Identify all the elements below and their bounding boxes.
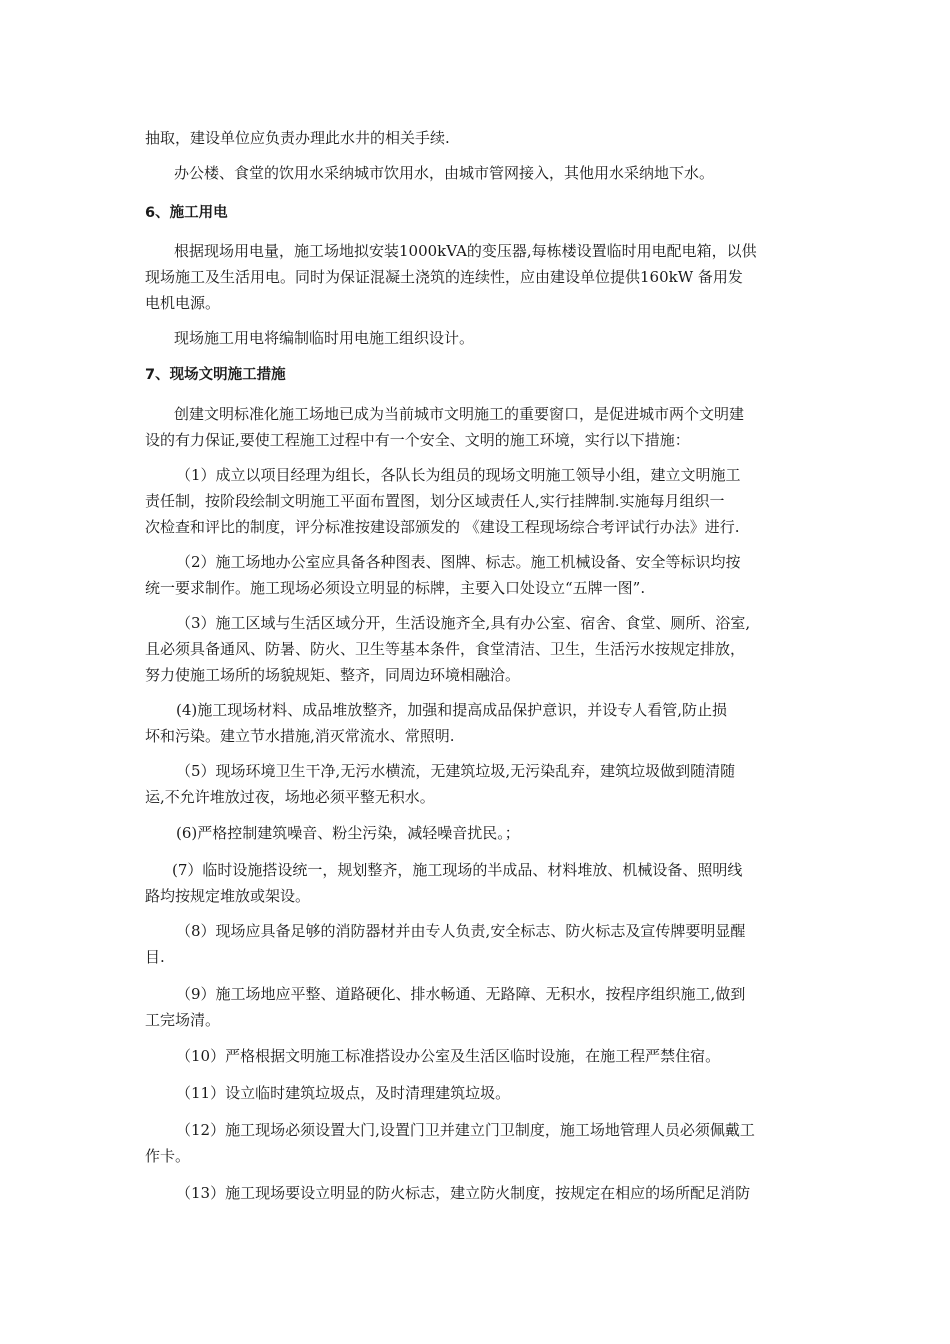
list-item-line: （1）成立以项目经理为组长，各队长为组员的现场文明施工领导小组，建立文明施工 bbox=[176, 466, 741, 484]
list-item-line: 且必须具备通风、防暑、防火、卫生等基本条件，食堂清洁、卫生，生活污水按规定排放， bbox=[145, 640, 746, 658]
list-item-line: 作卡。 bbox=[145, 1147, 191, 1165]
list-item-line: 坏和污染。建立节水措施,消灭常流水、常照明. bbox=[145, 727, 455, 745]
list-item-line: （9）施工场地应平整、道路硬化、排水畅通、无路障、无积水，按程序组织施工,做到 bbox=[176, 985, 746, 1003]
paragraph-line: 现场施工用电将编制临时用电施工组织设计。 bbox=[174, 329, 475, 347]
paragraph-line: 电机电源。 bbox=[145, 294, 221, 312]
list-item-line: （2）施工场地办公室应具备各种图表、图牌、标志。施工机械设备、安全等标识均按 bbox=[176, 553, 741, 571]
list-item-line: （11）设立临时建筑垃圾点，及时清理建筑垃圾。 bbox=[176, 1084, 511, 1102]
list-item-line: 路均按规定堆放或架设。 bbox=[145, 887, 311, 905]
list-item-line: 目. bbox=[145, 948, 165, 966]
section-heading-6: 6、施工用电 bbox=[145, 205, 228, 221]
list-item-line: （10）严格根据文明施工标准搭设办公室及生活区临时设施，在施工程严禁住宿。 bbox=[176, 1047, 721, 1065]
list-item-line: （5）现场环境卫生干净,无污水横流，无建筑垃圾,无污染乱弃，建筑垃圾做到随清随 bbox=[176, 762, 736, 780]
list-item-line: 责任制，按阶段绘制文明施工平面布置图，划分区域责任人,实行挂牌制.实施每月组织一 bbox=[145, 492, 725, 510]
list-item-line: (6)严格控制建筑噪音、粉尘污染，减轻噪音扰民。； bbox=[176, 824, 520, 842]
list-item-line: （13）施工现场要设立明显的防火标志，建立防火制度，按规定在相应的场所配足消防 bbox=[176, 1184, 751, 1202]
paragraph-line: 根据现场用电量，施工场地拟安装1000kVA的变压器,每栋楼设置临时用电配电箱，以供 bbox=[174, 242, 757, 260]
list-item-line: （12）施工现场必须设置大门,设置门卫并建立门卫制度，施工场地管理人员必须佩戴工 bbox=[176, 1121, 755, 1139]
list-item-line: (7）临时设施搭设统一，规划整齐，施工现场的半成品、材料堆放、机械设备、照明线 bbox=[172, 861, 743, 879]
list-item-line: 次检查和评比的制度，评分标准按建设部颁发的 《建设工程现场综合考评试行办法》进行. bbox=[145, 518, 740, 536]
section-heading-7: 7、现场文明施工措施 bbox=[145, 367, 286, 383]
paragraph-line: 抽取，建设单位应负责办理此水井的相关手续. bbox=[145, 129, 450, 147]
paragraph-line: 创建文明标准化施工场地已成为当前城市文明施工的重要窗口，是促进城市两个文明建 bbox=[174, 405, 745, 423]
paragraph-line: 办公楼、食堂的饮用水采纳城市饮用水，由城市管网接入，其他用水采纳地下水。 bbox=[174, 164, 715, 182]
list-item-line: 努力使施工场所的场貌规矩、整齐，同周边环境相融洽。 bbox=[145, 666, 521, 684]
list-item-line: 工完场清。 bbox=[145, 1011, 221, 1029]
list-item-line: (4)施工现场材料、成品堆放整齐，加强和提高成品保护意识，并设专人看管,防止损 bbox=[176, 701, 728, 719]
list-item-line: 运,不允许堆放过夜，场地必须平整无积水。 bbox=[145, 788, 435, 806]
list-item-line: （3）施工区域与生活区域分开，生活设施齐全,具有办公室、宿舍、食堂、厕所、浴室, bbox=[176, 614, 751, 632]
paragraph-line: 设的有力保证,要使工程施工过程中有一个安全、文明的施工环境，实行以下措施： bbox=[145, 431, 690, 449]
paragraph-line: 现场施工及生活用电。同时为保证混凝土浇筑的连续性，应由建设单位提供160kW 备用发 bbox=[145, 268, 743, 286]
list-item-line: （8）现场应具备足够的消防器材并由专人负责,安全标志、防火标志及宣传牌要明显醒 bbox=[176, 922, 746, 940]
list-item-line: 统一要求制作。施工现场必须设立明显的标牌，主要入口处设立“五牌一图”. bbox=[145, 579, 646, 597]
